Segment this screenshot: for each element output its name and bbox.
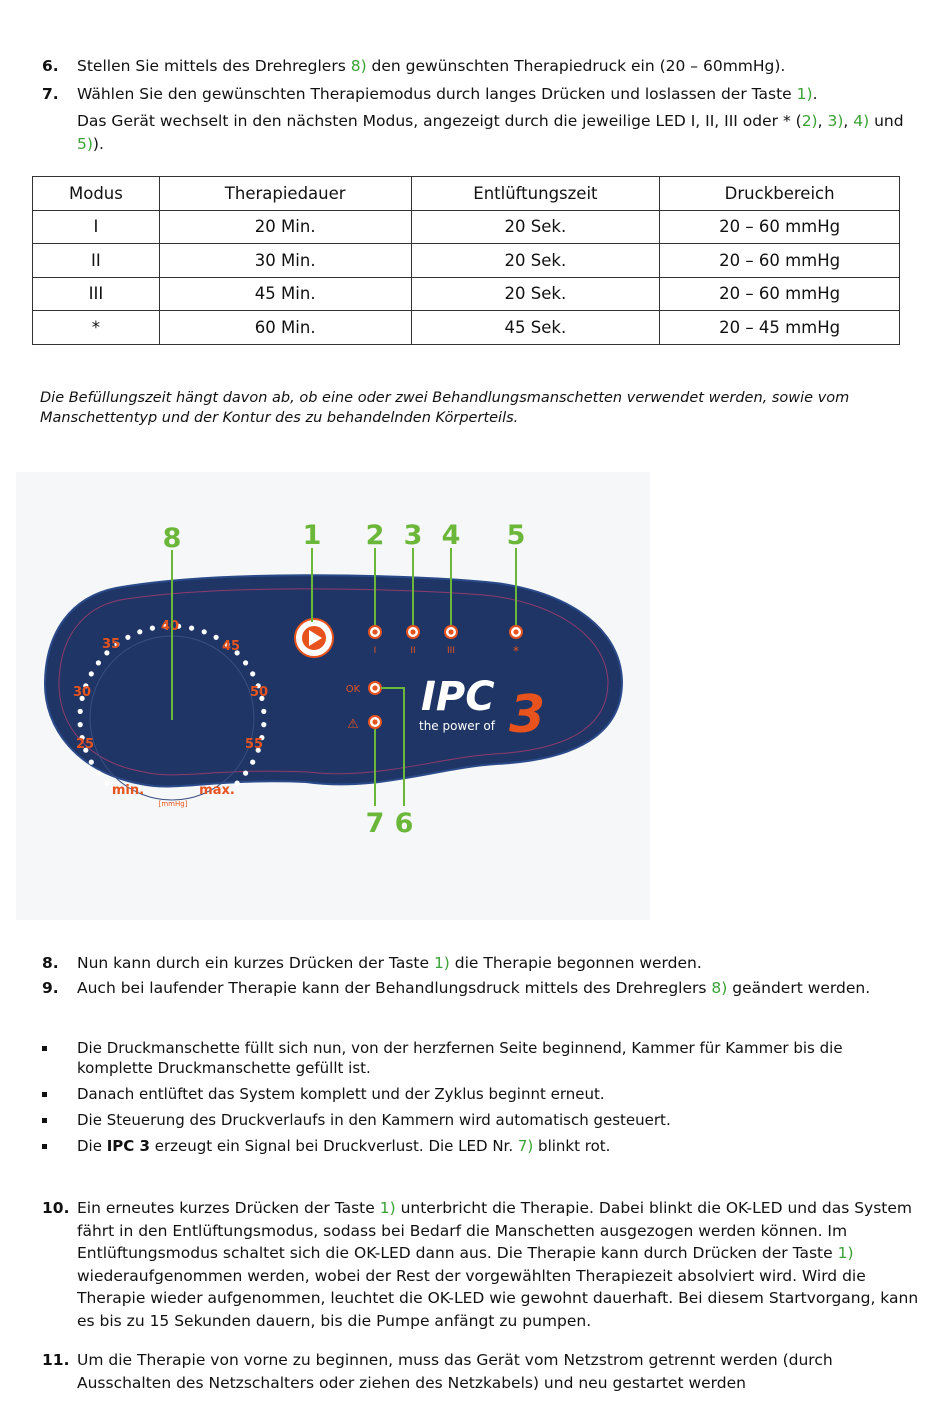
- dial-dot: [96, 771, 101, 776]
- dial-dot: [202, 629, 207, 634]
- bullet-text: [77, 1084, 922, 1104]
- list-item: [42, 1038, 922, 1078]
- table-header-row: [33, 177, 900, 211]
- step-7-continuation: [42, 110, 922, 155]
- step-10: [42, 1197, 922, 1332]
- cell-modus: II: [33, 244, 160, 278]
- dial-dot: [137, 629, 142, 634]
- step-text: [77, 952, 922, 975]
- dial-label-55: 55: [244, 737, 264, 752]
- header-modus: Modus: [33, 177, 160, 211]
- dial-dot: [261, 722, 266, 727]
- step-7: [42, 83, 922, 106]
- play-button[interactable]: [295, 619, 333, 657]
- dial-dot: [78, 709, 83, 714]
- dial-label-40: 40: [160, 619, 180, 634]
- cell-therapiedauer: 60 Min.: [159, 311, 411, 345]
- cell-modus: III: [33, 277, 160, 311]
- reference-number: 4): [853, 112, 870, 130]
- step-text: [77, 1349, 922, 1394]
- reference-number: 1): [379, 1199, 396, 1217]
- step-9: [42, 977, 922, 1000]
- list-item: [42, 1110, 922, 1130]
- led-label-ok: OK: [345, 684, 361, 695]
- reference-number: 1): [433, 954, 450, 972]
- list-item: [42, 1084, 922, 1104]
- text-run: Danach entlüftet das System komplett und der Zyklus beginnt erneut.: [77, 1085, 605, 1103]
- text-run: Die Steuerung des Druckverlaufs in den Kammern wird automatisch gesteuert.: [77, 1111, 671, 1129]
- step-text: [77, 977, 922, 1000]
- reference-number: 8): [350, 57, 367, 75]
- dial-label-35: 35: [101, 637, 121, 652]
- dial-dot: [89, 671, 94, 676]
- callout-8: 8: [162, 523, 182, 554]
- text-run: wiederaufgenommen werden, wobei der Rest der vorgewählten Therapiezeit absolviert wird. Wird die Therapie wieder aufgenommen, leuchtet die OK-LED wie gewohnt dauerhaft. Bei diesem Startvorgang, kann es bis zu 15 Sekunden dauern, bis die Pumpe anfängt zu pumpen.: [77, 1266, 919, 1330]
- step-number: 7.: [42, 85, 59, 103]
- step-number: 8.: [42, 954, 59, 972]
- cell-modus: I: [33, 210, 160, 244]
- led-mode-i: [369, 626, 381, 638]
- cell-entlueftungszeit: 45 Sek.: [411, 311, 660, 345]
- led-label-star: *: [513, 644, 519, 658]
- reference-number: 5): [77, 134, 93, 153]
- text-run: ,: [843, 112, 854, 130]
- dial-dot: [78, 722, 83, 727]
- logo-tagline: the power of: [419, 719, 495, 733]
- step-text: [77, 83, 922, 106]
- cell-therapiedauer: 30 Min.: [159, 244, 411, 278]
- dial-label-min: min.: [111, 783, 145, 798]
- dial-dot: [214, 635, 219, 640]
- dial-dot: [243, 660, 248, 665]
- led-mode-star: [510, 626, 522, 638]
- bullet-text: [77, 1110, 922, 1130]
- text-run: erzeugt ein Signal bei Druckverlust. Die LED Nr.: [149, 1137, 518, 1155]
- dial-dot: [189, 626, 194, 631]
- table-row: [33, 244, 900, 278]
- cell-therapiedauer: 20 Min.: [159, 210, 411, 244]
- cell-entlueftungszeit: 20 Sek.: [411, 277, 660, 311]
- bullet-text: [77, 1136, 922, 1156]
- callout-6: 6: [394, 808, 414, 839]
- callout-4: 4: [441, 520, 461, 551]
- callout-3: 3: [403, 520, 423, 551]
- control-panel-illustration: [16, 472, 650, 920]
- text-run: Das Gerät wechselt in den nächsten Modus, angezeigt durch die jeweilige LED I, II, III oder * (: [77, 112, 802, 130]
- text-run: unterbricht die Therapie. Dabei blinkt die OK-LED und das System fährt in den Entlüftungsmodus, sodass bei Bedarf die Manschetten ausgezogen werden können. Im Entlüftungsmodus schaltet sich die OK-LED dann aus. Die Therapie kann durch Drücken der Taste: [77, 1199, 912, 1262]
- dial-dot: [250, 671, 255, 676]
- step-6: [42, 55, 922, 78]
- text-run: Ein erneutes kurzes Drücken der Taste: [77, 1199, 380, 1217]
- reference-number: 3): [827, 112, 844, 130]
- led-label-iii: III: [447, 646, 455, 656]
- text-run: Um die Therapie von vorne zu beginnen, muss das Gerät vom Netzstrom getrennt werden (durch Ausschalten des Netzschalters oder ziehen des Netzkabels) und neu gestartet werden: [77, 1351, 833, 1392]
- step-number: 10.: [42, 1199, 70, 1217]
- step-8: [42, 952, 922, 975]
- led-label-i: I: [373, 646, 377, 656]
- reference-number: 1): [796, 85, 813, 103]
- text-run: ).: [92, 134, 104, 153]
- cell-druckbereich: 20 – 60 mmHg: [660, 277, 900, 311]
- dial-dot: [125, 635, 130, 640]
- dial-dot: [261, 709, 266, 714]
- cell-modus: *: [33, 311, 160, 345]
- callout-1: 1: [302, 520, 322, 551]
- dial-label-50: 50: [249, 685, 269, 700]
- dial-dot: [89, 760, 94, 765]
- reference-number: 7): [517, 1137, 534, 1155]
- bullet-text: [77, 1038, 922, 1078]
- dial-label-45: 45: [221, 639, 241, 654]
- dial-dot: [250, 760, 255, 765]
- callout-2: 2: [365, 520, 385, 551]
- led-warning: [369, 716, 381, 728]
- led-label-ii: II: [410, 646, 416, 656]
- dial-dot: [104, 781, 109, 786]
- step-number: 6.: [42, 57, 59, 75]
- step-text: [77, 55, 922, 78]
- dial-dot: [96, 660, 101, 665]
- text-run: die Therapie begonnen werden.: [449, 954, 702, 972]
- dial-dot: [150, 626, 155, 631]
- text-run: blinkt rot.: [533, 1137, 611, 1155]
- led-mode-ii: [407, 626, 419, 638]
- callout-5: 5: [506, 520, 526, 551]
- reference-number: 2): [801, 112, 818, 130]
- logo-number: 3: [509, 685, 546, 745]
- text-run: Die Druckmanschette füllt sich nun, von der herzfernen Seite beginnend, Kammer für Kammer bis die komplette Druckmanschette gefüllt ist.: [77, 1039, 843, 1077]
- step-11: [42, 1349, 922, 1394]
- dial-label-max: max.: [199, 783, 235, 798]
- text-run: Wählen Sie den gewünschten Therapiemodus durch langes Drücken und loslassen der Taste: [77, 85, 797, 103]
- panel-body: [45, 575, 622, 786]
- header-druckbereich: Druckbereich: [660, 177, 900, 211]
- table-row: [33, 210, 900, 244]
- step-text: [77, 110, 922, 155]
- filling-time-note: Die Befüllungszeit hängt davon ab, ob eine oder zwei Behandlungsmanschetten verwendet werden, sowie vom Manschettentyp und der Kontur des zu behandelnden Körperteils.: [40, 390, 850, 426]
- dial-label-25: 25: [75, 737, 95, 752]
- step-number: 11.: [42, 1351, 70, 1369]
- cell-druckbereich: 20 – 60 mmHg: [660, 244, 900, 278]
- text-run: ,: [817, 112, 828, 130]
- text-run: und: [869, 112, 904, 130]
- dial-dot: [243, 771, 248, 776]
- text-run: den gewünschten Therapiedruck ein (20 – 60mmHg).: [366, 57, 786, 75]
- table-row: [33, 277, 900, 311]
- cell-druckbereich: 20 – 45 mmHg: [660, 311, 900, 345]
- led-mode-iii: [445, 626, 457, 638]
- cell-entlueftungszeit: 20 Sek.: [411, 244, 660, 278]
- product-name: IPC 3: [106, 1137, 150, 1155]
- table-row: [33, 311, 900, 345]
- header-entlueftungszeit: Entlüftungszeit: [411, 177, 660, 211]
- info-bullet-list: [42, 1038, 922, 1162]
- header-therapiedauer: Therapiedauer: [159, 177, 411, 211]
- dial-label-30: 30: [72, 685, 92, 700]
- logo-brand: IPC: [421, 674, 495, 720]
- dial-dot: [235, 781, 240, 786]
- cell-entlueftungszeit: 20 Sek.: [411, 210, 660, 244]
- mode-table: [32, 176, 900, 345]
- warning-icon: ⚠: [347, 717, 359, 732]
- reference-number: 8): [711, 979, 728, 997]
- text-run: Stellen Sie mittels des Drehreglers: [77, 57, 351, 75]
- dial-unit-label: [mmHg]: [158, 800, 188, 808]
- led-ok: [369, 682, 381, 694]
- text-run: Nun kann durch ein kurzes Drücken der Taste: [77, 954, 434, 972]
- step-number: 9.: [42, 979, 59, 997]
- list-item: [42, 1136, 922, 1156]
- text-run: geändert werden.: [727, 979, 871, 997]
- text-run: Auch bei laufender Therapie kann der Behandlungsdruck mittels des Drehreglers: [77, 979, 712, 997]
- step-text: [77, 1197, 922, 1332]
- text-run: .: [812, 85, 818, 103]
- text-run: Die: [77, 1137, 107, 1155]
- cell-druckbereich: 20 – 60 mmHg: [660, 210, 900, 244]
- reference-number: 1): [837, 1244, 854, 1262]
- cell-therapiedauer: 45 Min.: [159, 277, 411, 311]
- callout-7: 7: [365, 808, 385, 839]
